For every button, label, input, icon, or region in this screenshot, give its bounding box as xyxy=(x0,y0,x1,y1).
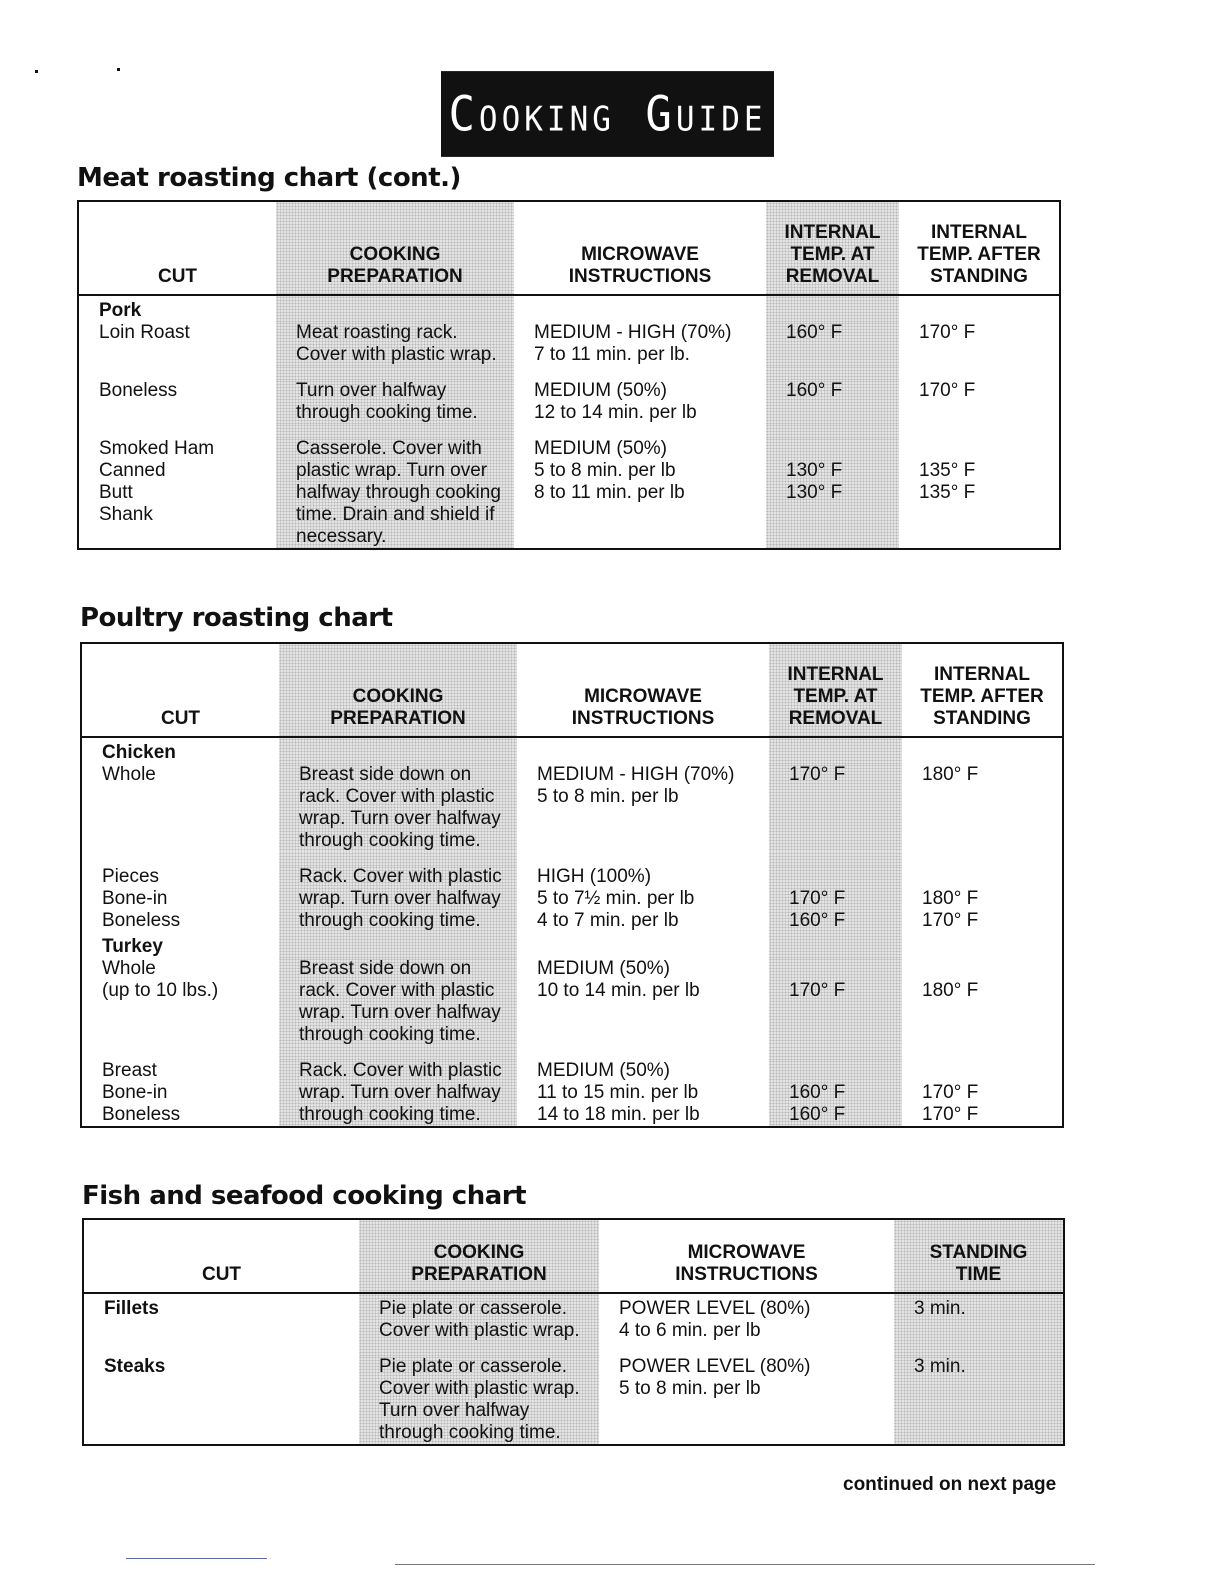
table-header-row xyxy=(83,1219,1064,1293)
continued-note: continued on next page xyxy=(843,1474,1057,1495)
cut-cell: Steaks xyxy=(104,1356,166,1377)
prep-cell: Rack. Cover with plastic wrap. Turn over halfway through cooking time. xyxy=(279,1060,517,1127)
removal-cell: 170° F xyxy=(769,958,902,1046)
standing-cell: 3 min. xyxy=(894,1356,1064,1445)
prep-cell: Pie plate or casserole. Cover with plastic wrap. Turn over halfway through cooking time. xyxy=(359,1356,599,1445)
prep-cell: Casserole. Cover with plastic wrap. Turn over halfway through cooking time. Drain and shield if necessary. xyxy=(276,438,514,549)
prep-cell: Pie plate or casserole. Cover with plastic wrap. xyxy=(359,1293,599,1342)
removal-cell: 170° F 160° F xyxy=(769,866,902,932)
removal-cell: 130° F 130° F xyxy=(766,438,899,549)
prep-cell: Rack. Cover with plastic wrap. Turn over halfway through cooking time. xyxy=(279,866,517,932)
cut-cell: Whole xyxy=(102,764,156,785)
standing-cell: 3 min. xyxy=(894,1293,1064,1342)
col-header-cut: CUT xyxy=(78,201,276,295)
after-cell: 180° F xyxy=(922,980,979,1001)
meat-chart-title: Meat roasting chart (cont.) xyxy=(77,163,461,193)
prep-cell: Breast side down on rack. Cover with plastic wrap. Turn over halfway through cooking time. xyxy=(279,958,517,1046)
cut-cell: Pieces Bone-in Boneless xyxy=(102,866,181,931)
after-cell: 135° F 135° F xyxy=(919,460,976,503)
cut-cell: Boneless xyxy=(99,380,178,401)
prep-cell: Breast side down on rack. Cover with plastic wrap. Turn over halfway through cooking time. xyxy=(279,764,517,852)
table-row xyxy=(81,1060,1063,1127)
table-row xyxy=(83,1356,1064,1445)
table-row xyxy=(81,958,1063,1046)
page-title-banner: Cooking Guide xyxy=(441,71,774,157)
after-cell: 170° F 170° F xyxy=(922,1082,979,1125)
fish-chart-title: Fish and seafood cooking chart xyxy=(82,1181,527,1211)
table-header-row xyxy=(78,201,1060,295)
cut-cell: Loin Roast xyxy=(99,322,190,343)
col-header-micro: MICROWAVE INSTRUCTIONS xyxy=(514,201,766,295)
micro-cell: POWER LEVEL (80%) 5 to 8 min. per lb xyxy=(619,1356,811,1399)
micro-cell: MEDIUM (50%) 11 to 15 min. per lb 14 to 18 min. per lb xyxy=(537,1060,700,1125)
col-header-removal: INTERNAL TEMP. AT REMOVAL xyxy=(769,643,902,737)
micro-cell: MEDIUM (50%) 12 to 14 min. per lb xyxy=(534,380,697,423)
table-row xyxy=(78,438,1060,549)
group-label: Pork xyxy=(99,300,142,321)
meat-roasting-table xyxy=(77,200,1061,550)
prep-cell: Meat roasting rack. Cover with plastic wrap. xyxy=(276,322,514,366)
cut-cell: Smoked Ham Canned Butt Shank xyxy=(99,438,215,525)
removal-cell: 160° F 160° F xyxy=(769,1060,902,1127)
poultry-chart-title: Poultry roasting chart xyxy=(80,603,393,633)
group-label: Chicken xyxy=(102,742,176,763)
removal-cell: 160° F xyxy=(766,380,899,424)
prep-cell: Turn over halfway through cooking time. xyxy=(276,380,514,424)
scan-speck xyxy=(117,68,120,71)
poultry-roasting-table xyxy=(80,642,1064,1128)
micro-cell: POWER LEVEL (80%) 4 to 6 min. per lb xyxy=(619,1298,811,1341)
footer-rule xyxy=(395,1564,1095,1565)
table-row xyxy=(81,866,1063,932)
col-header-cut: CUT xyxy=(81,643,279,737)
fish-seafood-table xyxy=(82,1218,1065,1446)
group-row xyxy=(81,737,1063,764)
col-header-cut: CUT xyxy=(83,1219,359,1293)
table-row xyxy=(81,764,1063,852)
col-header-micro: MICROWAVE INSTRUCTIONS xyxy=(517,643,769,737)
col-header-removal: INTERNAL TEMP. AT REMOVAL xyxy=(766,201,899,295)
footer-rule xyxy=(126,1558,267,1559)
group-row xyxy=(78,295,1060,322)
scan-speck xyxy=(35,70,38,73)
table-header-row xyxy=(81,643,1063,737)
after-cell: 170° F xyxy=(919,380,976,401)
group-label: Turkey xyxy=(102,936,163,957)
col-header-standing: STANDING TIME xyxy=(894,1219,1064,1293)
cut-cell: Breast Bone-in Boneless xyxy=(102,1060,181,1125)
col-header-prep: COOKING PREPARATION xyxy=(279,643,517,737)
micro-cell: MEDIUM - HIGH (70%) 7 to 11 min. per lb. xyxy=(534,322,732,365)
col-header-after: INTERNAL TEMP. AFTER STANDING xyxy=(899,201,1060,295)
col-header-after: INTERNAL TEMP. AFTER STANDING xyxy=(902,643,1063,737)
micro-cell: HIGH (100%) 5 to 7½ min. per lb 4 to 7 min. per lb xyxy=(537,866,695,931)
col-header-prep: COOKING PREPARATION xyxy=(276,201,514,295)
micro-cell: MEDIUM (50%) 10 to 14 min. per lb xyxy=(537,958,700,1001)
table-row xyxy=(78,322,1060,366)
micro-cell: MEDIUM - HIGH (70%) 5 to 8 min. per lb xyxy=(537,764,735,807)
cut-cell: Whole (up to 10 lbs.) xyxy=(102,958,219,1001)
after-cell: 180° F xyxy=(922,764,979,785)
cut-cell: Fillets xyxy=(104,1298,159,1319)
micro-cell: MEDIUM (50%) 5 to 8 min. per lb 8 to 11 min. per lb xyxy=(534,438,685,503)
after-cell: 180° F 170° F xyxy=(922,888,979,931)
table-row xyxy=(83,1293,1064,1342)
group-row xyxy=(81,932,1063,958)
col-header-micro: MICROWAVE INSTRUCTIONS xyxy=(599,1219,894,1293)
removal-cell: 160° F xyxy=(766,322,899,366)
after-cell: 170° F xyxy=(919,322,976,343)
removal-cell: 170° F xyxy=(769,764,902,852)
table-row xyxy=(78,380,1060,424)
col-header-prep: COOKING PREPARATION xyxy=(359,1219,599,1293)
